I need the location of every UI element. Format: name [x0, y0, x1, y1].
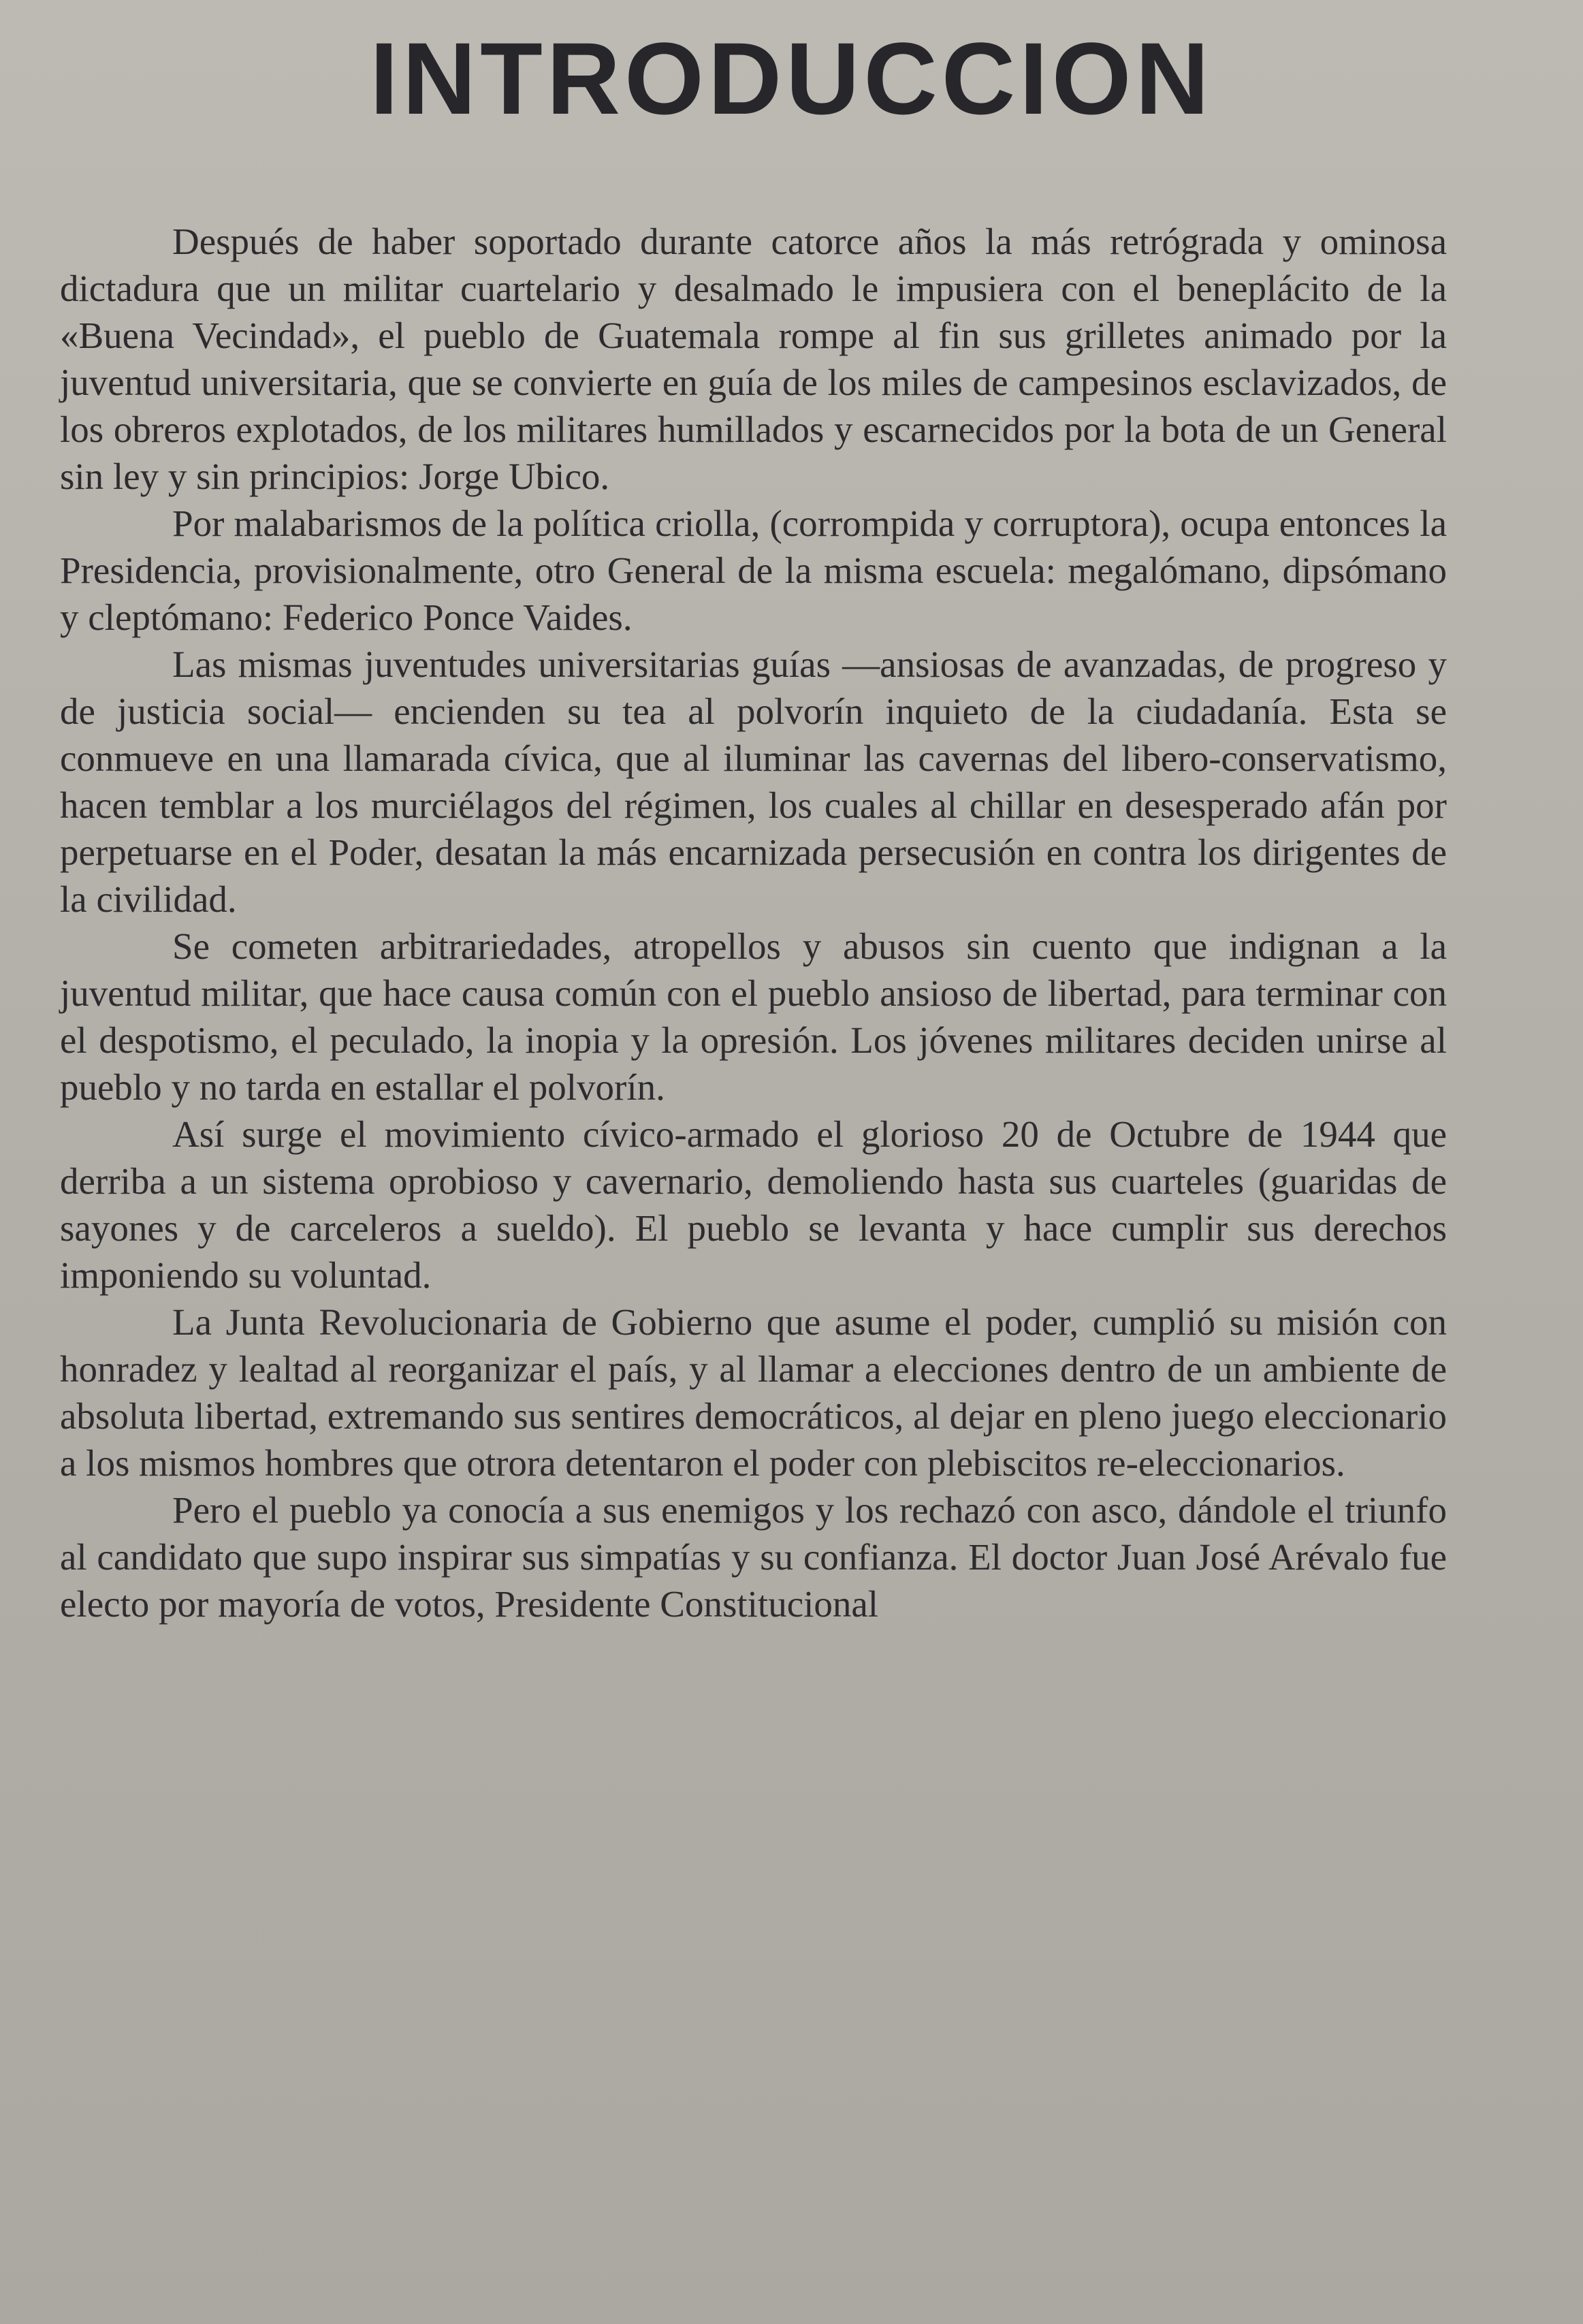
body-text — [60, 218, 1447, 1627]
paragraph-4: Se cometen arbitrariedades, atropellos y abusos sin cuento que indignan a la juventud militar, que hace causa común con el pueblo ansioso de libertad, para terminar con el despotismo, el peculado, la inopia y la opresión. Los jóvenes militares deciden unirse al pueblo y no tarda en estallar el polvorín. — [60, 925, 1447, 1108]
paragraph-7: Pero el pueblo ya conocía a sus enemigos y los rechazó con asco, dándole el triunfo al candidato que supo inspirar sus simpatías y su confianza. El doctor Juan José Arévalo fue electo por mayoría de votos, Presidente Constitucional — [60, 1489, 1447, 1625]
paragraph-6: La Junta Revolucionaria de Gobierno que asume el poder, cumplió su misión con honradez y lealtad al reorganizar el país, y al llamar a elecciones dentro de un ambiente de absoluta libertad, extremando sus sentires democráticos, al dejar en pleno juego eleccionario a los mismos hombres que otrora detentaron el poder con plebiscitos re-eleccionarios. — [60, 1301, 1447, 1484]
paragraph-1: Después de haber soportado durante catorce años la más retrógrada y ominosa dictadura que un militar cuartelario y desalmado le impusiera con el beneplácito de la «Buena Vecindad», el pueblo de Guatemala rompe al fin sus grilletes animado por la juventud universitaria, que se convierte en guía de los miles de campesinos esclavizados, de los obreros explotados, de los militares humillados y escarnecidos por la bota de un General sin ley y sin principios: Jorge Ubico. — [60, 221, 1447, 497]
page-title: INTRODUCCION — [370, 21, 1213, 136]
paragraph-5: Así surge el movimiento cívico-armado el glorioso 20 de Octubre de 1944 que derriba a un sistema oprobioso y cavernario, demoliendo hasta sus cuarteles (guaridas de sayones y de carceleros a sueldo). El pueblo se levanta y hace cumplir sus derechos imponiendo su voluntad. — [60, 1113, 1447, 1296]
paragraph-2: Por malabarismos de la política criolla, (corrompida y corruptora), ocupa entonces la Presidencia, provisionalmente, otro General de la misma escuela: megalómano, dipsómano y cleptómano: Federico Ponce Vaides. — [60, 503, 1447, 638]
paragraph-3: Las mismas juventudes universitarias guías —ansiosas de avanzadas, de progreso y de justicia social— encienden su tea al polvorín inquieto de la ciudadanía. Esta se conmueve en una llamarada cívica, que al iluminar las cavernas del libero-conservatismo, hacen temblar a los murciélagos del régimen, los cuales al chillar en desesperado afán por perpetuarse en el Poder, desatan la más encarnizada persecusión en contra los dirigentes de la civilidad. — [60, 643, 1447, 920]
